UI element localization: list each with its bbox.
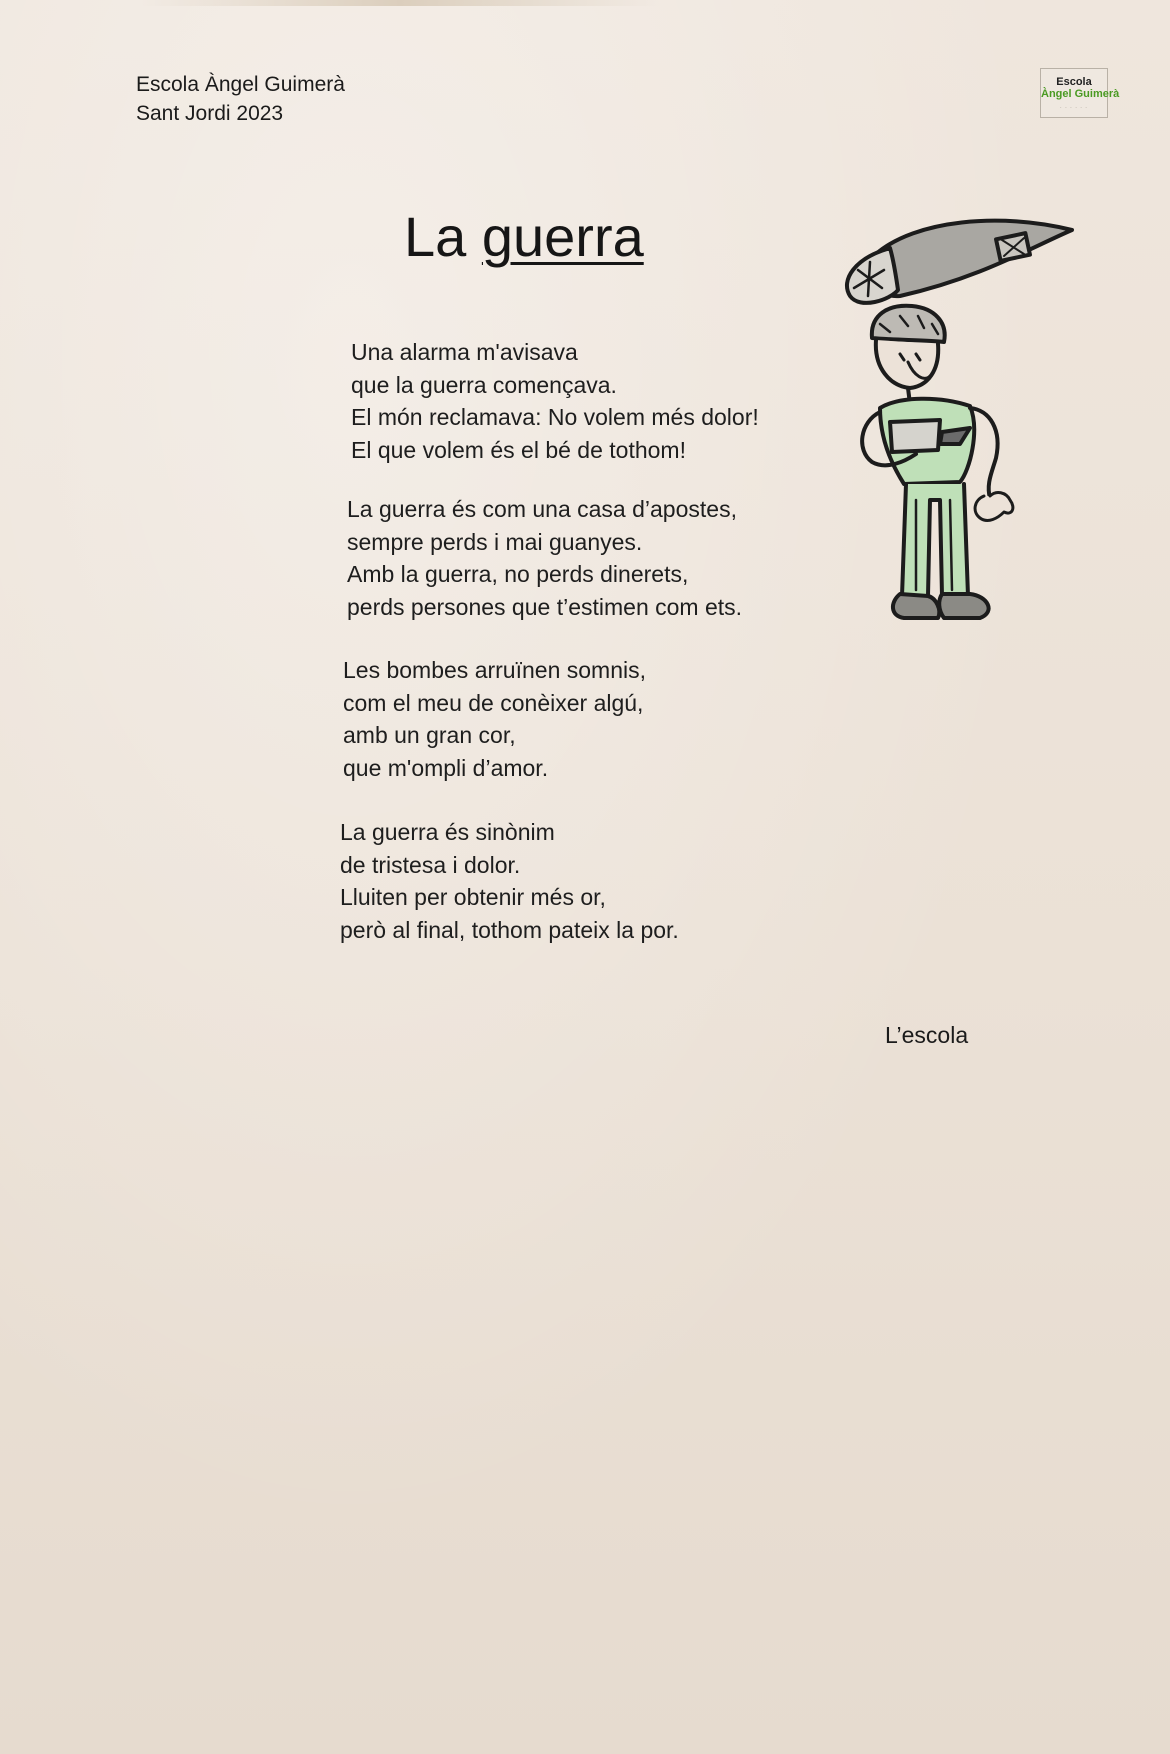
poem-signature: L’escola	[885, 1022, 969, 1048]
poem-line: Amb la guerra, no perds dinerets,	[347, 561, 689, 587]
paper-top-shadow	[140, 0, 660, 6]
soldier-drawing	[862, 306, 1013, 618]
stanza-2	[347, 493, 742, 623]
poem-line: Lluiten per obtenir més or,	[340, 884, 606, 910]
stanza-4	[340, 816, 679, 946]
poem-line: El món reclamava: No volem més dolor!	[351, 404, 759, 430]
poem-line: de tristesa i dolor.	[340, 851, 521, 878]
title-word-1: La	[404, 205, 467, 268]
child-drawing	[820, 200, 1090, 630]
logo-text-line1: Escola	[1056, 76, 1092, 88]
logo-small-print: · · · · · ·	[1060, 105, 1088, 111]
poem-line: que m'ompli d’amor.	[343, 754, 549, 781]
poem-line: com el meu de conèixer algú,	[343, 689, 644, 716]
poem-title	[404, 204, 644, 270]
school-name: Escola Àngel Guimerà	[136, 73, 345, 96]
stanza-1	[351, 336, 759, 466]
poem-line: però al final, tothom pateix la por.	[340, 916, 679, 943]
poem-line: amb un gran cor,	[343, 722, 516, 748]
poem-line: que la guerra començava.	[351, 371, 617, 398]
school-logo	[1040, 68, 1120, 118]
title-word-2: guerra	[481, 205, 644, 268]
poem-line: Les bombes arruïnen somnis,	[343, 657, 646, 683]
logo-text-line2: Àngel Guimerà	[1041, 88, 1120, 100]
event-year: Sant Jordi 2023	[136, 102, 284, 125]
poem-line: Una alarma m'avisava	[351, 339, 578, 365]
poem-line: La guerra és com una casa d’apostes,	[347, 496, 737, 522]
poem-line: La guerra és sinònim	[340, 819, 555, 845]
poem-line: El que volem és el bé de tothom!	[351, 436, 686, 463]
school-header	[136, 70, 345, 128]
poem-line: sempre perds i mai guanyes.	[347, 528, 643, 555]
stanza-3	[343, 654, 646, 784]
poem-line: perds persones que t’estimen com ets.	[347, 593, 743, 620]
bomb-drawing	[847, 221, 1072, 303]
